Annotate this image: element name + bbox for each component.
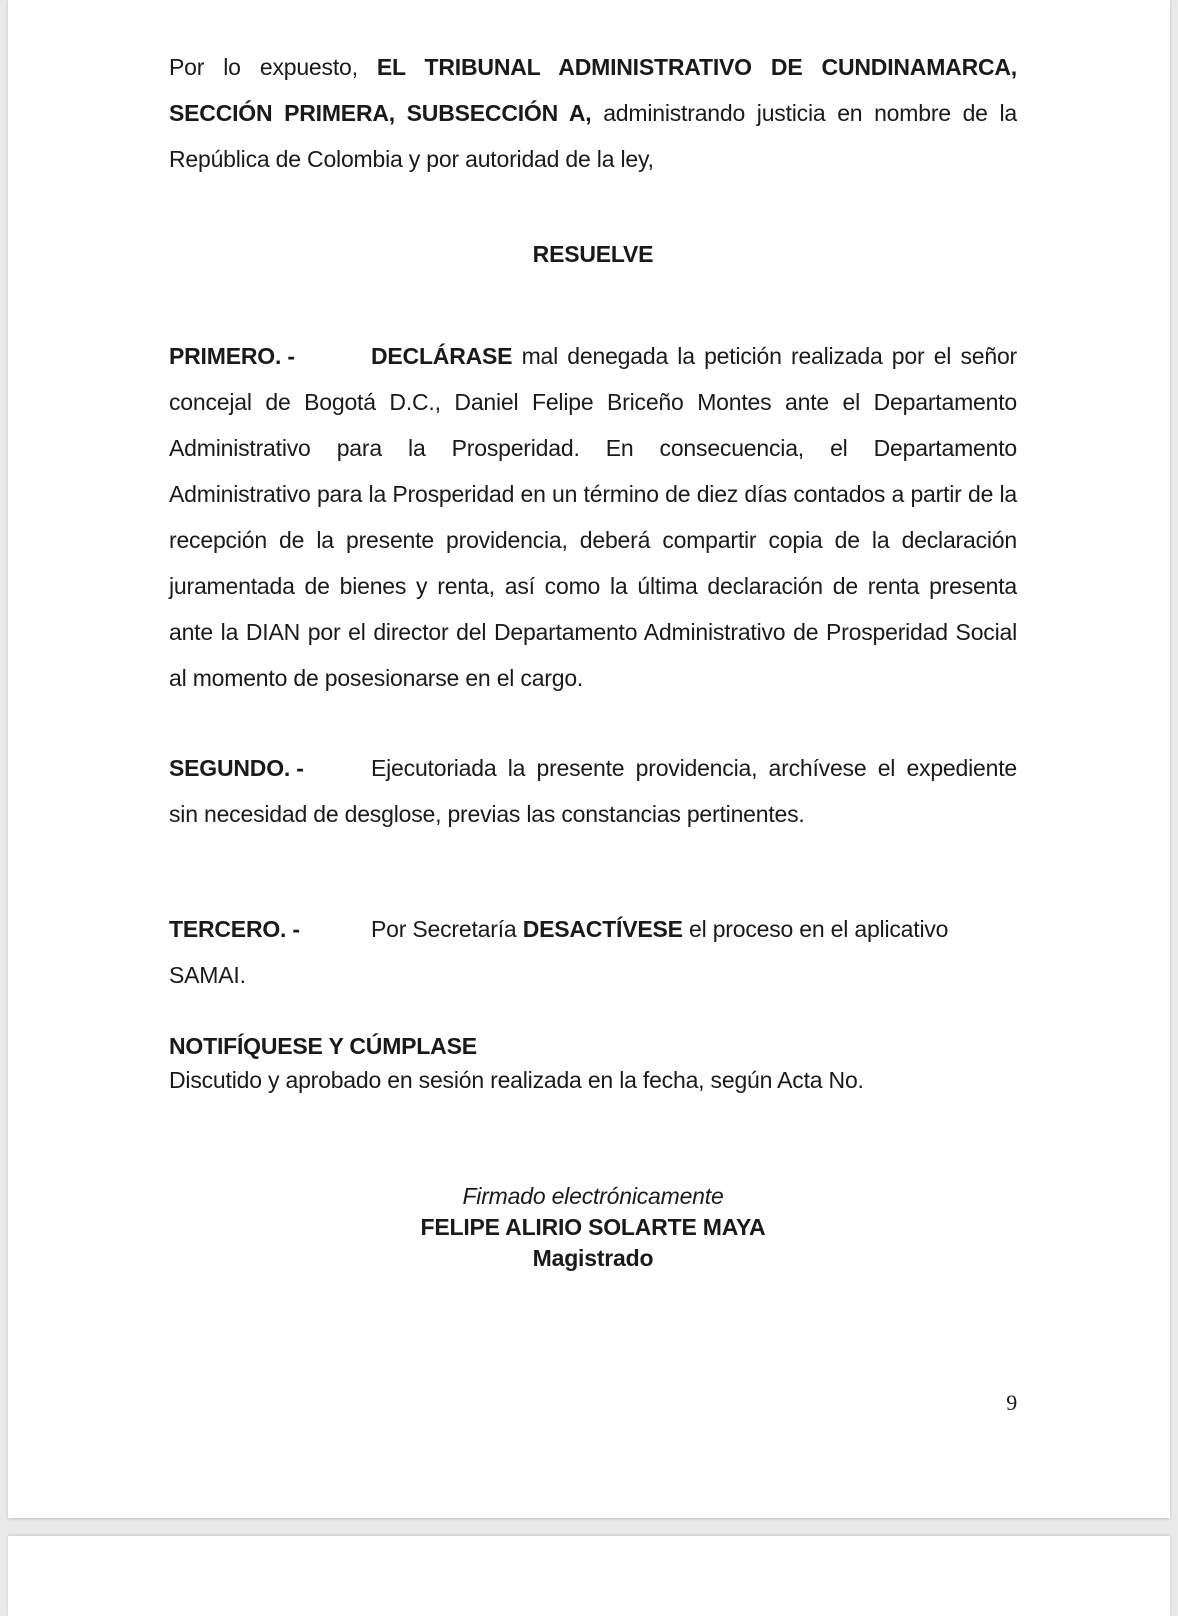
notify-text: Discutido y aprobado en sesión realizada en la fecha, según Acta No.: [169, 1067, 864, 1093]
segundo-text: Ejecutoriada la presente providencia, archívese el expediente sin necesidad de desglose, previas las constancias pertinentes.: [169, 755, 1017, 827]
signature-role: Magistrado: [532, 1245, 654, 1271]
signature-note: Firmado electrónicamente: [462, 1183, 724, 1209]
resuelve-heading: RESUELVE: [532, 241, 654, 267]
tercero-section: [169, 906, 1017, 998]
primero-keyword: DECLÁRASE: [371, 343, 513, 369]
tercero-keyword: DESACTÍVESE: [522, 916, 683, 942]
intro-text-start: Por lo expuesto,: [169, 54, 377, 80]
signature-name: FELIPE ALIRIO SOLARTE MAYA: [420, 1214, 766, 1240]
intro-text-end: administrando justicia en nombre de la República de Colombia y por autoridad de la ley,: [169, 100, 1017, 172]
notify-section: [169, 1029, 1017, 1097]
primero-text: mal denegada la petición realizada por el señor concejal de Bogotá D.C., Daniel Felipe Briceño Montes ante el Departamento Administrativo para la Prosperidad. En consecuencia, el Departamento Administrativo para la Prosperidad en un término de diez días contados a partir de la recepción de la presente providencia, deberá compartir copia de la declaración juramentada de bienes y renta, así como la última declaración de renta presenta ante la DIAN por el director del Departamento Administrativo de Prosperidad Social al momento de posesionarse en el cargo.: [169, 343, 1017, 691]
intro-court-name: EL TRIBUNAL ADMINISTRATIVO DE CUNDINAMARCA, SECCIÓN PRIMERA, SUBSECCIÓN A,: [169, 54, 1017, 126]
tercero-text-start: Por Secretaría: [371, 916, 523, 942]
next-page-edge: [8, 1536, 1170, 1616]
page-number: 9: [1006, 1390, 1017, 1415]
segundo-label: SEGUNDO. -: [169, 755, 304, 781]
primero-section: [169, 333, 1017, 701]
signature-block: [169, 1181, 1017, 1274]
primero-label: PRIMERO. -: [169, 343, 295, 369]
segundo-section: [169, 745, 1017, 837]
tercero-text-end: el proceso en el aplicativo SAMAI.: [169, 916, 949, 988]
intro-paragraph: [169, 44, 1017, 182]
document-page: [8, 0, 1170, 1518]
tercero-label: TERCERO. -: [169, 916, 300, 942]
notify-heading: NOTIFÍQUESE Y CÚMPLASE: [169, 1033, 477, 1059]
